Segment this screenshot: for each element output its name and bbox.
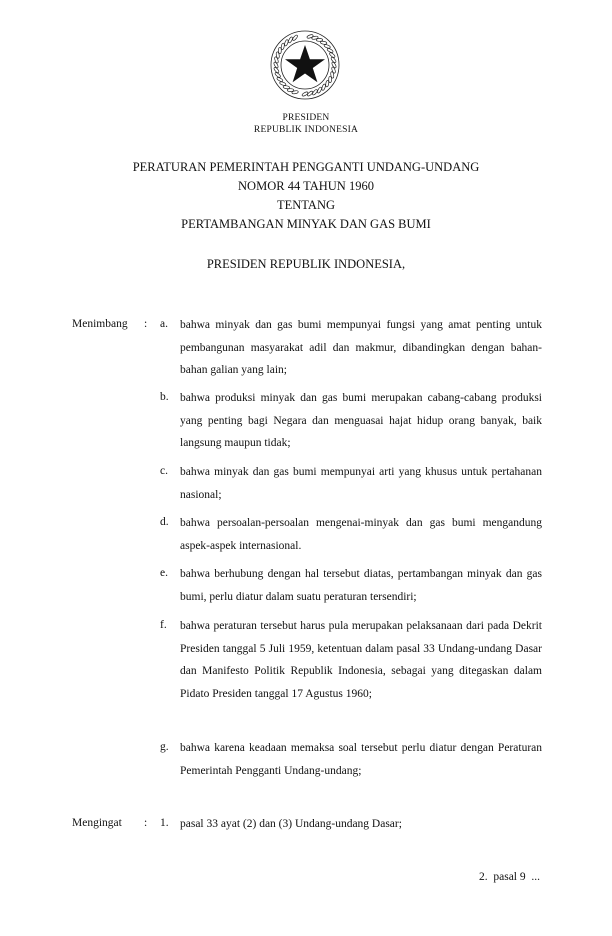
item-text: bahwa produksi minyak dan gas bumi merupakan cabang-cabang produksi yang penting bagi Negara dan menguasai hajat hidup orang banyak, baik langsung maupun tidak; [180,392,542,450]
item-text: bahwa berhubung dengan hal tersebut diatas, pertambangan minyak dan gas bumi, perlu diatur dalam suatu peraturan tersendiri; [180,568,542,603]
item-marker: f. [160,619,167,631]
wreath-leaf [316,38,322,41]
menimbang-item [160,563,542,608]
header-presiden: PRESIDEN [282,113,330,123]
menimbang-colon: : [144,318,148,330]
item-marker: 1. [160,817,169,829]
item-text: bahwa minyak dan gas bumi mempunyai fungsi yang amat penting untuk pembangunan masyarakat adil dan makmur, dibandingkan dengan bahan-bahan galian yang lain; [180,319,542,377]
item-text: bahwa minyak dan gas bumi mempunyai arti yang khusus untuk pertahanan nasional; [180,466,542,501]
menimbang-item [160,461,542,506]
menimbang-item [160,314,542,382]
page-continuation: 2. pasal 9 ... [478,871,540,883]
item-text: pasal 33 ayat (2) dan (3) Undang-undang Dasar; [180,818,402,830]
menimbang-item [160,737,542,782]
menimbang-label: Menimbang [72,318,128,330]
wreath-leaf [284,39,289,46]
wreath-leaf [302,91,309,97]
item-marker: d. [160,516,169,528]
menimbang-item [160,512,542,557]
menimbang-item [160,387,542,455]
header-republik: REPUBLIK INDONESIA [253,125,359,135]
star-icon [285,45,325,82]
mengingat-item [160,813,542,836]
item-text: bahwa peraturan tersebut harus pula merupakan pelaksanaan dari pada Dekrit Presiden tanggal 5 Juli 1959, ketentuan dalam pasal 33 Undang-undang Dasar dan Manifesto Politik Republik Indonesia, sebagai yang ditegaskan dalam Pidato Presiden tanggal 17 Agustus 1960; [180,620,542,700]
wreath-leaf [287,89,293,92]
mengingat-label: Mengingat [72,817,122,829]
wreath-leaf [278,47,281,53]
mengingat-colon: : [144,817,148,829]
wreath-leaf [279,81,286,86]
menimbang-item [160,615,542,705]
document-subject: PERTAMBANGAN MINYAK DAN GAS BUMI [181,217,431,231]
wreath-leaf [307,34,314,39]
item-marker: g. [160,741,169,753]
document-tentang: TENTANG [276,198,335,212]
wreath-leaf [321,84,326,91]
wreath-leaf [283,85,290,89]
item-marker: a. [160,318,168,330]
wreath-leaf [281,43,285,50]
wreath-leaf [330,57,336,64]
wreath-leaf [320,41,327,45]
item-marker: b. [160,391,169,403]
document-number: NOMOR 44 TAHUN 1960 [238,179,374,193]
wreath-leaf [325,80,329,87]
wreath-leaf [329,76,332,82]
item-marker: c. [160,465,168,477]
presidential-emblem [268,28,342,102]
document-title: PERATURAN PEMERINTAH PENGGANTI UNDANG-UNDANG [132,160,480,174]
item-marker: e. [160,567,168,579]
issuer-line: PRESIDEN REPUBLIK INDONESIA, [206,257,406,271]
wreath-leaf [324,44,331,49]
item-text: bahwa persoalan-persoalan mengenai-minyak dan gas bumi mengandung aspek-aspek internasional. [180,517,542,552]
item-text: bahwa karena keadaan memaksa soal tersebut perlu diatur dengan Peraturan Pemerintah Pengganti Undang-undang; [180,742,542,777]
